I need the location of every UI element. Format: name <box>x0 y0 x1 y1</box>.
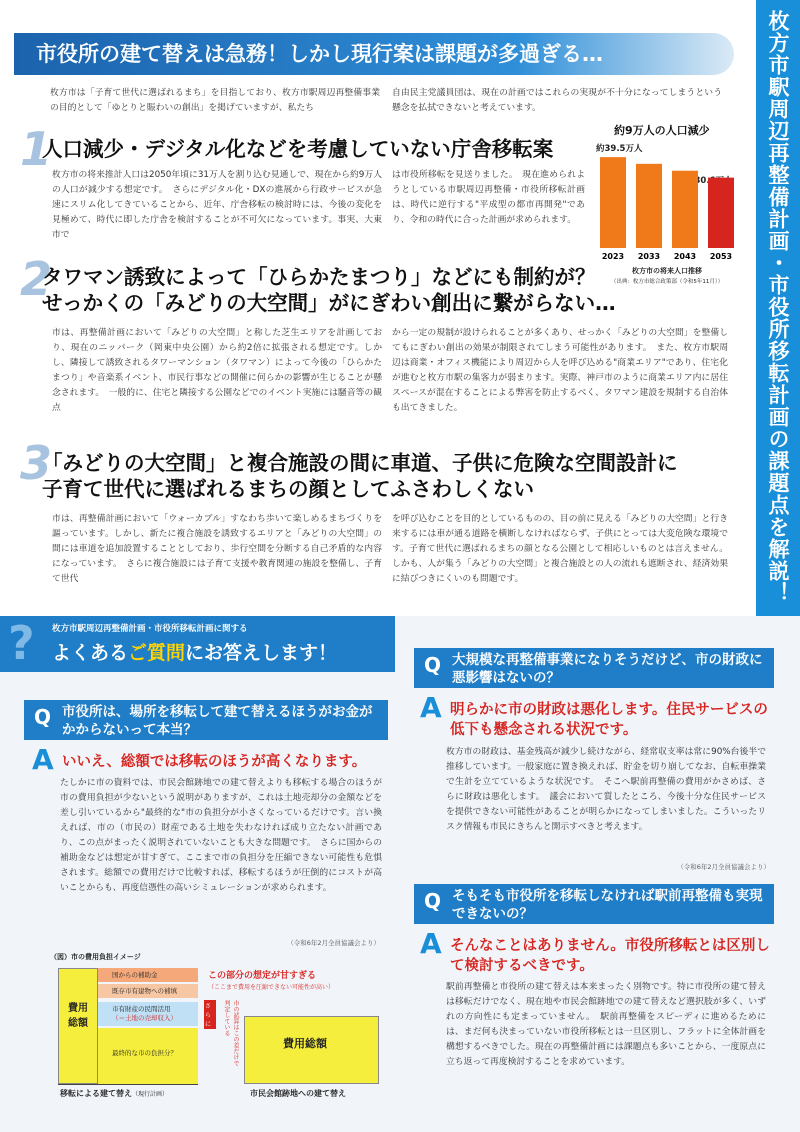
chart-source: （出典：枚方市総合政策部（令和5年11月）） <box>610 279 724 285</box>
diagram-label-hall: 市民会館跡地への建て替え <box>250 1089 346 1098</box>
bar-2053 <box>708 178 734 248</box>
diagram-total-right: 費用総額 <box>244 1016 379 1084</box>
answer2-text: 枚方市の財政は、基金残高が減少し続けながら、経常収支率は常に90%台後半で推移しています。一般家庭に置き換えれば、貯金を切り崩してなお、自転車操業で生計を立てているような状況です。 そこへ駅前再整備の費用がかさめば、さらに財政は悪化します。 議会において質したところ、今後十分な住民サービスを提供できない可能性があることが明らかになってしまいました。こういったリスク情報も市民にきちんと開示すべきと考えます。 <box>446 747 766 832</box>
diagram-label-relocation: 移転による建て替え（現行計画） <box>60 1089 169 1098</box>
question1: Q 市役所は、場所を移転して建て替えるほうがお金がかからないって本当？ <box>24 700 388 740</box>
section2-number: 2 <box>20 252 53 306</box>
answer3-text: 駅前再整備と市役所の建て替えは本来まったく別物です。特に市役所の建て替えは移転だけでなく、現在地や市民会館跡地での建て替えなど選択肢が多く、いずれの方向性にも定まっていません。 駅前再整備をスピーディに進めるためには、まだ何も決まっていない市役所移転とは一旦区別し、フラットに全体計画を構想するべきでした。現在の再整備計画には課題点も多いことから、一度原点に立ち返って再度検討することを求めています。 <box>446 982 766 1067</box>
faq-header <box>0 616 395 672</box>
side-title: 枚方市駅周辺再整備計画・市役所移転計画の課題点を解説！ <box>756 0 800 630</box>
intro-right: 自由民主党議員団は、現在の計画ではこれらの実現が不十分になってしまうという懸念を払拭できないと考えています。 <box>392 88 722 113</box>
tick-2023: 2023 <box>601 252 625 261</box>
diagram-furthermore: さらに <box>204 1000 216 1029</box>
diagram-baseline <box>58 1084 198 1085</box>
answer2-headline: A 明らかに市の財政は悪化します。住民サービスの低下も懸念される状況です。 <box>420 691 768 738</box>
answer1-headline: A いいえ、総額では移転のほうが高くなります。 <box>32 743 367 776</box>
chart-title: 約9万人の人口減少 <box>614 124 710 137</box>
answer3-headline: A そんなことはありません。市役所移転とは区別して検討するべきです。 <box>420 927 770 974</box>
tick-2043: 2043 <box>673 252 697 261</box>
q-icon: Q <box>424 889 442 913</box>
tick-2053: 2053 <box>709 252 733 261</box>
diagram-warning: この部分の想定が甘すぎる <box>208 971 317 981</box>
bar-2033 <box>636 164 662 248</box>
chart-svg <box>590 118 744 290</box>
a-icon: A <box>32 743 54 776</box>
intro-left: 枚方市は「子育て世代に選ばれるまち」を目指しており、枚方市駅周辺再整備事業の目的として「ゆとりと賑わいの創出」を掲げていますが、私たち <box>50 88 380 113</box>
q-icon: Q <box>34 705 52 729</box>
chart-label-first: 約39.5万人 <box>596 144 643 154</box>
section1-number: 1 <box>20 122 53 176</box>
section3-number: 3 <box>20 436 53 490</box>
diagram-final-burden: 最終的な市の負担分？ <box>98 1028 198 1084</box>
diagram-subsidy: 国からの補助金 <box>98 968 198 982</box>
faq-title: よくあるご質問にお答えします！ <box>52 642 338 664</box>
section1-right: は市役所移転を見送りました。 現在進められようとしている市駅周辺再整備・市役所移転計画は、時代に逆行する"平成型の都市再開発"であり、令和の時代に合った計画が求められます。 <box>392 170 585 225</box>
diagram-asset: 市有財産の民間活用 （＝土地の売却収入） <box>98 1002 198 1026</box>
answer1-text: たしかに市の資料では、市民会館跡地での建て替えよりも移転する場合のほうが市の費用負担が少ないという説明がありますが、これは土地売却分の金額などを差し引いているから"最終的な"市の負担分が小さくなっているだけです。言い換えれば、市の（市民の）財産である土地を失わなければ成り立たない計画であり、この点がまったく説明されていないことも大きな問題です。 さらに国からの補助金などは想定が甘すぎて、ここまで市の負担分を圧縮できない可能性も危惧されます。総額での費用だけで比較すれば、移転するほうが圧倒的にコストが高いことからも、再度信憑性の高いシミュレーションが求められます。 <box>60 778 382 893</box>
section2-title-line1: タワマン誘致によって「ひらかたまつり」などにも制約が？ <box>42 265 596 289</box>
diagram-total-left: 費用総額 <box>58 968 98 1084</box>
section2-right: から一定の規制が設けられることが多くあり、せっかく「みどりの大空間」を整備してもにぎわい創出の効果が制限されてしまう可能性があります。 また、枚方市駅周辺は商業・オフィス機能により周辺から人を呼び込める"商業エリア"であり、住宅化が進むと枚方市駅の集客力が弱まります。実際、神戸市のように商業エリア内に居住スペースが混在することによる弊害を防止するべく、タワマン建設を規制する自治体も出てきました。 <box>392 328 728 413</box>
diagram-comparison: 市の試算はこの差だけで判定している <box>223 1000 239 1066</box>
chart-xlabel: 枚方市の将来人口推移 <box>632 267 702 275</box>
q-icon: Q <box>424 653 442 677</box>
a-icon: A <box>420 927 442 960</box>
question-mark-icon: ? <box>8 616 35 670</box>
a-icon: A <box>420 691 442 724</box>
diagram-compensation: 既存市有建物への補填 <box>98 984 198 998</box>
section3-title-line2: 子育て世代に選ばれるまちの顔としてふさわしくない <box>42 477 534 501</box>
diagram-warning-sub: （ここまで費用を圧縮できない可能性が高い） <box>208 984 335 991</box>
diagram-title: （図）市の費用負担イメージ <box>50 953 141 961</box>
main-banner: 市役所の建て替えは急務！しかし現行案は課題が多過ぎる… <box>14 33 734 75</box>
bar-2023 <box>600 157 626 248</box>
population-chart <box>590 118 744 290</box>
faq-subtitle: 枚方市駅周辺再整備計画・市役所移転計画に関する <box>52 624 248 634</box>
section3-left: 市は、再整備計画において「ウォーカブル」すなわち歩いて楽しめるまちづくりを謳っています。しかし、新たに複合施設を誘致するエリアと「みどりの大空間」の間には車道を追加設置することとしており、歩行空間を分断する自己矛盾的な内容になっています。 さらに複合施設には子育て支援や教育関連の施設を整備し、子育て世代 <box>52 514 382 584</box>
section2-left: 市は、再整備計画において「みどりの大空間」と称した芝生エリアを計画しており、現在のニッパーク（岡東中央公園）から約2倍に拡張される想定です。しかし、隣接して誘致されるタワーマンション（タワマン）によって今後の「ひらかたまつり」や音楽系イベント、市民行事などの開催に何らかの影響が生じることが懸念されます。 一般的に、住宅と隣接する公園などでのイベント実施には騒音等の観点 <box>52 328 382 413</box>
section3-title-line1: 「みどりの大空間」と複合施設の間に車道、子供に危険な空間設計に <box>42 451 678 475</box>
section3-right: を呼び込むことを目的としているものの、目の前に見える「みどりの大空間」と行き来するには車が通る道路を横断しなければならず、子供にとっては大変危険な環境です。子育て世代に選ばれるまちの顔となる公園として相応しいものとは言えません。しかも、人が集う「みどりの大空間」と複合施設との人の流れも遮断され、経済効果に結びつきにくいのも問題です。 <box>392 514 728 584</box>
section1-title: 人口減少・デジタル化などを考慮していない庁舎移転案 <box>42 137 554 161</box>
section1-left: 枚方市の将来推計人口は2050年頃に31万人を割り込む見通しで、現在から約9万人の人口が減少する想定です。 さらにデジタル化・DXの進展から行政サービスが急速にスリム化してきていることから、近年、庁舎移転の検討時には、今後の変化を見極めて、時代に即した庁舎を検討することが不可欠になっています。事実、大東市で <box>52 170 382 240</box>
question2: Q 大規模な再整備事業になりそうだけど、市の財政に悪影響はないの？ <box>414 648 774 688</box>
section2-title-line2: せっかくの「みどりの大空間」がにぎわい創出に繋がらない… <box>42 291 616 315</box>
bar-2043 <box>672 171 698 248</box>
tick-2033: 2033 <box>637 252 661 261</box>
answer2-note: （令和6年2月全員協議会より） <box>677 863 770 871</box>
question3: Q そもそも市役所を移転しなければ駅前再整備も実現できないの？ <box>414 884 774 924</box>
answer1-note: （令和6年2月全員協議会より） <box>287 939 380 947</box>
